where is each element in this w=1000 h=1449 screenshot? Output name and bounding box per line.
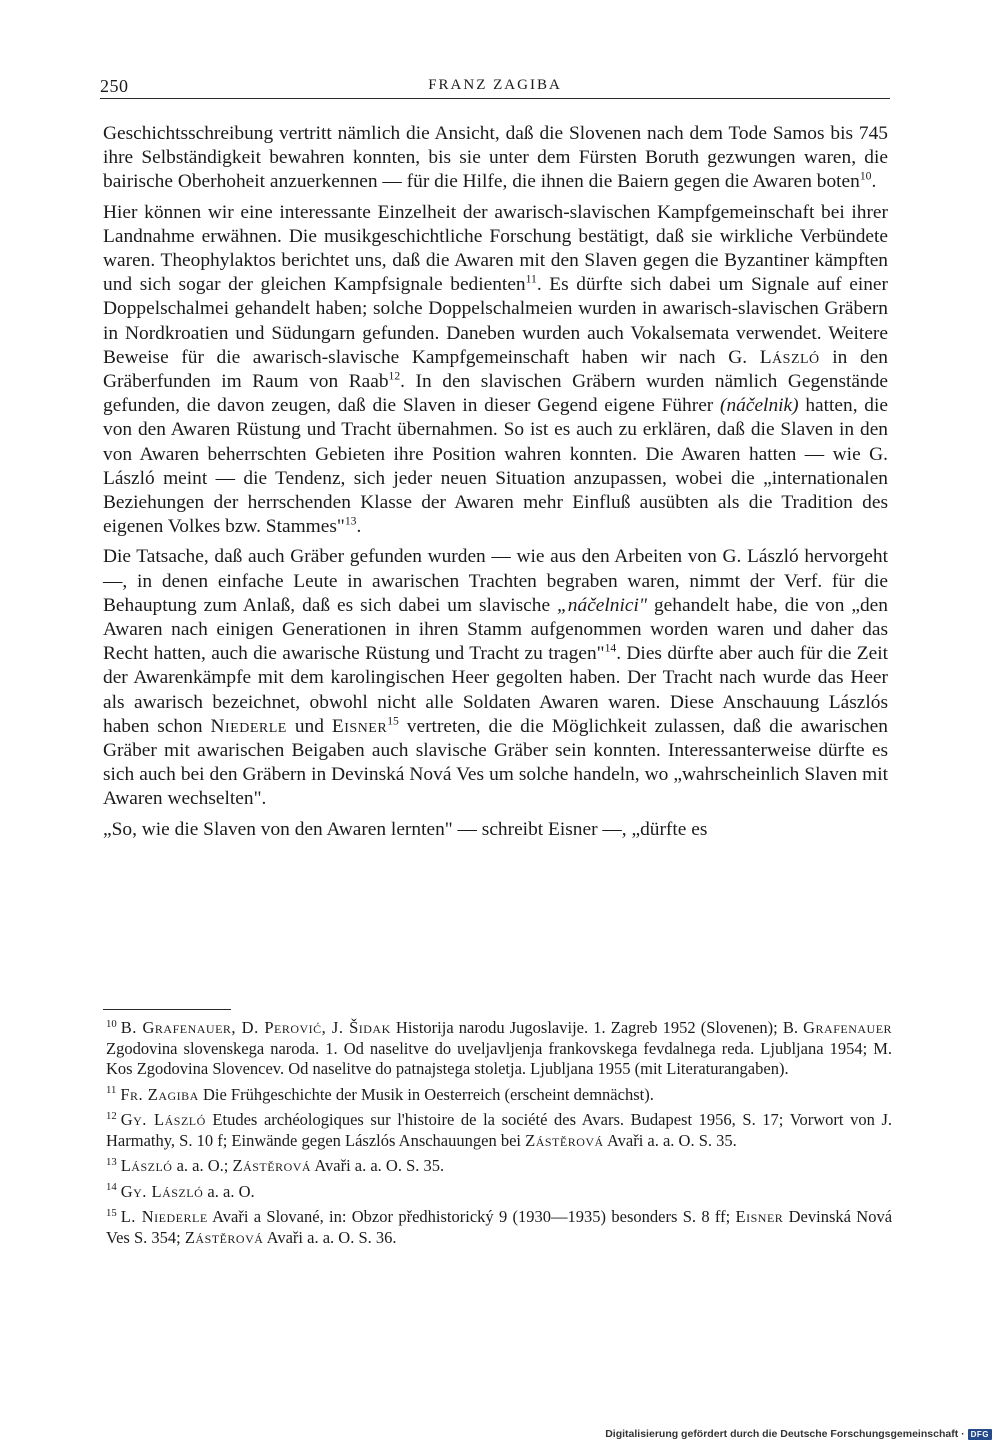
author-name: Niederle — [210, 715, 287, 737]
author-name: Zástěrová — [184, 1227, 264, 1247]
author-name: Zástěrová — [525, 1130, 604, 1150]
footnotes — [106, 1018, 892, 1253]
paragraph-3: Die Tatsache, daß auch Gräber gefunden wurden — wie aus den Arbeiten von G. László hervorgeht —, in denen einfache Leute in awarischen Trachten begraben waren, nimmt der Verf. für die Behauptung zum Anlaß, daß es sich dabei um slavische „náčelnici" gehandelt habe, die von „den Awaren nach einigen Generationen in ihren Stamm aufgenommen worden waren und daher das Recht hatten, auch die awarische Rüstung und Tracht zu tragen"$^{14}$. Dies dürfte aber auch für die Zeit der Awarenkämpfe mit dem karolingischen Heer gegolten haben. Der Tracht nach wurde das Heer als awarisch bezeichnet, obwohl nicht alle Soldaten Awaren waren. Diese Anschauung Lászlós haben schon Niederle und Eisner$^{15}$ vertreten, die die Möglichkeit zulassen, daß die awarischen Gräber mit awarischen Beigaben auch slavische Gräber sein konnten. Interessanterweise dürfte es sich auch bei den Gräbern in Devinská Nová Ves um solche handeln, wo „wahrscheinlich Slaven mit Awaren wechselten". — [103, 546, 888, 810]
italic-term: (náčelnik) — [720, 395, 799, 417]
author-name: László — [120, 1156, 173, 1175]
author-name: László — [759, 346, 820, 368]
author-name: Gy. László — [120, 1181, 204, 1201]
paragraph-2: Hier können wir eine interessante Einzelheit der awarisch-slavischen Kampfgemeinschaft bei ihrer Landnahme erwähnen. Die musikgeschichtliche Forschung bestätigt, daß sie wirkliche Verbündete waren. Theophylaktos berichtet uns, daß die Awaren mit den Slaven gegen die Byzantiner kämpften und sich sogar der gleichen Kampfsignale bedienten$^{11}$. Es dürfte sich dabei um Signale auf einer Doppelschalmei gehandelt haben; solche Doppelschalmeien wurden in awarisch-slavischen Gräbern in Nordkroatien und Südungarn gefunden. Daneben wurden auch Vokalsemata verwendet. Weitere Beweise für die awarisch-slavische Kampfgemeinschaft haben wir nach G. László in den Gräberfunden im Raum von Raab$^{12}$. In den slavischen Gräbern wurden nämlich Gegenstände gefunden, die davon zeugen, daß die Slaven in dieser Gegend eigene Führer (náčelnik) hatten, die von den Awaren Rüstung und Tracht übernahmen. So ist es auch zu erklären, daß die Slaven in den von Awaren beherrschten Gebieten ihre Position wahren konnten. Die Awaren hatten — wie G. László meint — die Tendenz, sich jeder neuen Situation anzupassen, wobei die „internationalen Beziehungen der herrschenden Klasse der Awaren mehr Einfluß ausübten als die Tradition des eigenen Volkes bzw. Stammes"$^{13}$. — [103, 201, 888, 538]
paragraph-1: Geschichtsschreibung vertritt nämlich die Ansicht, daß die Slovenen nach dem Tode Samos bis 745 ihre Selbständigkeit bewahren konnten, bis sie unter dem Fürsten Boruth gezwungen waren, die bairische Oberhoheit anzuerkennen — für die Hilfe, die ihnen die Baiern gegen die Awaren boten$^{10}$. — [103, 123, 888, 193]
footnote-10: $^{10}$ B. Grafenauer, D. Perović, J. Šidak Historija narodu Jugoslavije. 1. Zagreb 1952 (Slovenen); B. Grafenauer Zgodovina slovenskega naroda. 1. Od naselitve do uveljavljenja frankovskega fevdalnega reda. Ljubljana 1954; M. Kos Zgodovina Slovencev. Od naselitve do patnajstega stoletja. Ljubljana 1955 (mit Literaturangaben). — [106, 1017, 893, 1078]
digitization-note: Digitalisierung gefördert durch die Deutsche Forschungsgemeinschaft · — [605, 1428, 965, 1440]
footnote-ref-12[interactable]: 12 — [388, 369, 401, 383]
dfg-logo: DFG — [968, 1429, 992, 1440]
author-name: B. Grafenauer, D. Perović, J. Šidak — [120, 1018, 391, 1037]
author-name: L. Niederle — [120, 1207, 208, 1226]
author-name: Gy. László — [120, 1110, 206, 1129]
footnote-divider — [103, 1009, 231, 1010]
footnote-ref-14[interactable]: 14 — [604, 641, 617, 655]
author-name: Grafenauer — [803, 1018, 893, 1037]
footnote-14: $^{14}$ Gy. László a. a. O. — [106, 1181, 255, 1201]
footnote-15: $^{15}$ L. Niederle Avaři a Slované, in: Obzor předhistorický 9 (1930—1935) besonders S. 8 ff; Eisner Devinská Nová Ves S. 354; Zástěrová Avaři a. a. O. S. 36. — [106, 1206, 893, 1247]
footnote-13: $^{13}$ László a. a. O.; Zástěrová Avaři a. a. O. S. 35. — [106, 1155, 445, 1175]
author-name: Eisner — [735, 1207, 784, 1226]
footnote-12: $^{12}$ Gy. László Etudes archéologiques sur l'histoire de la société des Avars. Budapest 1956, S. 17; Vorwort von J. Harmathy, S. 10 f; Einwände gegen Lászlós Anschauungen bei Zástěrová Avaři a. a. O. S. 35. — [106, 1109, 893, 1150]
digitization-footer — [605, 1428, 992, 1440]
page-number: 250 — [100, 76, 129, 96]
page-header — [100, 76, 890, 99]
running-head: FRANZ ZAGIBA — [428, 77, 562, 93]
paragraph-4: „So, wie die Slaven von den Awaren lernten" — schreibt Eisner —, „dürfte es — [103, 818, 708, 840]
footnote-11: $^{11}$ Fr. Zagiba Die Frühgeschichte der Musik in Oesterreich (erscheint demnächst). — [106, 1084, 654, 1104]
author-name: Zástěrová — [232, 1156, 312, 1175]
footnote-ref-10[interactable]: 10 — [859, 169, 872, 183]
italic-term: „náčelnici" — [557, 594, 648, 616]
footnote-ref-11[interactable]: 11 — [525, 272, 537, 286]
author-name: Fr. Zagiba — [120, 1084, 199, 1104]
author-name: Eisner — [331, 715, 388, 737]
footnote-ref-13[interactable]: 13 — [344, 514, 357, 528]
body-text — [103, 122, 888, 848]
footnote-ref-15[interactable]: 15 — [387, 714, 399, 728]
